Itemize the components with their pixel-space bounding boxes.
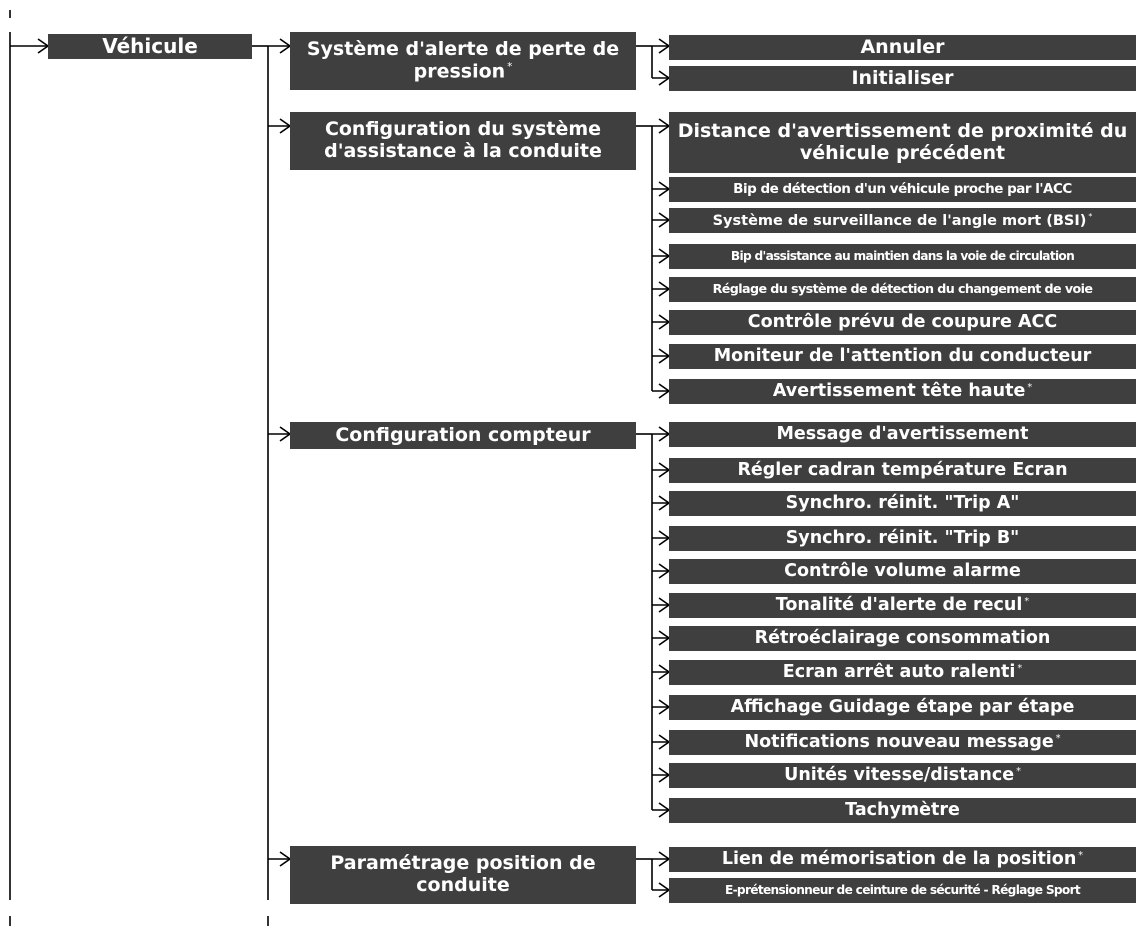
asterisk-mark: *: [507, 60, 513, 73]
node-label: Tonalité d'alerte de recul: [775, 595, 1023, 616]
menu-item-head-up-warning[interactable]: [669, 379, 1136, 404]
menu-item-cancel[interactable]: [669, 35, 1136, 60]
node-label: Contrôle volume alarme: [784, 561, 1021, 582]
node-label: Rétroéclairage consommation: [754, 628, 1051, 649]
node-label: Régler cadran température Ecran: [737, 460, 1068, 481]
menu-item-speed-distance-units[interactable]: [669, 763, 1136, 788]
root-node-vehicule[interactable]: [48, 34, 252, 59]
menu-item-reverse-tone[interactable]: [669, 593, 1136, 618]
asterisk-mark: *: [1027, 381, 1033, 393]
menu-item-lane-keeping-beep[interactable]: [669, 244, 1136, 269]
node-label: Annuler: [860, 35, 945, 58]
node-label: Affichage Guidage étape par étape: [730, 697, 1075, 718]
menu-item-turn-by-turn-display[interactable]: [669, 695, 1136, 720]
asterisk-mark: *: [1055, 732, 1061, 744]
menu-item-new-message-notifications[interactable]: [669, 730, 1136, 755]
menu-item-initialize[interactable]: [669, 66, 1136, 91]
menu-item-acc-cutoff-control[interactable]: [669, 310, 1136, 335]
asterisk-mark: *: [1016, 765, 1021, 777]
menu-item-trip-b-sync[interactable]: [669, 526, 1136, 551]
node-label: Tachymètre: [845, 800, 960, 821]
node-label: Notifications nouveau message: [744, 732, 1054, 753]
node-label: Bip d'assistance au maintien dans la voie de circulation: [730, 249, 1075, 264]
node-label: Configuration du système d'assistance à la conduite: [324, 118, 602, 162]
menu-item-idle-stop-screen[interactable]: [669, 660, 1136, 685]
menu-item-position-memory-link[interactable]: [669, 847, 1136, 872]
menu-item-tachometer[interactable]: [669, 798, 1136, 823]
menu-item-trip-a-sync[interactable]: [669, 491, 1136, 516]
menu-node-driving-position[interactable]: [290, 846, 636, 904]
node-label: Réglage du système de détection du changement de voie: [712, 281, 1093, 297]
node-label: Lien de mémorisation de la position: [721, 849, 1077, 870]
asterisk-mark: *: [1078, 849, 1084, 861]
node-label: Synchro. réinit. "Trip A": [785, 493, 1020, 514]
menu-item-blind-spot-info[interactable]: [669, 208, 1136, 233]
node-label: E-prétensionneur de ceinture de sécurité - Réglage Sport: [724, 883, 1081, 898]
node-label: Configuration compteur: [335, 423, 591, 446]
node-label: Synchro. réinit. "Trip B": [785, 528, 1020, 549]
menu-item-alarm-volume[interactable]: [669, 559, 1136, 584]
node-label: Distance d'avertissement de proximité du véhicule précédent: [677, 119, 1128, 164]
menu-node-driver-assist-config[interactable]: [290, 112, 636, 170]
menu-node-meter-config[interactable]: [290, 422, 636, 449]
node-label: Message d'avertissement: [776, 424, 1029, 445]
asterisk-mark: *: [1024, 595, 1030, 607]
node-label: Moniteur de l'attention du conducteur: [713, 346, 1092, 367]
asterisk-mark: *: [1017, 662, 1023, 674]
node-label: Ecran arrêt auto ralenti: [782, 662, 1016, 683]
node-label: Contrôle prévu de coupure ACC: [747, 312, 1058, 333]
menu-item-temperature-dial-setting[interactable]: [669, 458, 1136, 483]
menu-item-proximity-warning-distance[interactable]: [669, 112, 1136, 173]
node-label: Véhicule: [102, 34, 198, 58]
menu-item-acc-close-vehicle-beep[interactable]: [669, 177, 1136, 202]
asterisk-mark: *: [1088, 211, 1093, 221]
node-label: Paramétrage position de conduite: [330, 852, 596, 896]
node-label: Avertissement tête haute: [772, 381, 1026, 402]
node-label: Système d'alerte de perte de pression: [306, 37, 620, 83]
node-label: Bip de détection d'un véhicule proche par l'ACC: [733, 180, 1072, 197]
menu-item-driver-attention-monitor[interactable]: [669, 344, 1136, 369]
node-label: Système de surveillance de l'angle mort (BSI): [712, 212, 1087, 229]
menu-item-e-pretensioner-sport[interactable]: [669, 878, 1136, 903]
menu-node-tpms[interactable]: [290, 32, 636, 90]
menu-item-warning-message[interactable]: [669, 422, 1136, 447]
node-label: Initialiser: [851, 66, 954, 89]
menu-item-lane-change-detection-setting[interactable]: [669, 277, 1136, 302]
node-label: Unités vitesse/distance: [784, 765, 1015, 786]
menu-item-consumption-backlight[interactable]: [669, 626, 1136, 651]
